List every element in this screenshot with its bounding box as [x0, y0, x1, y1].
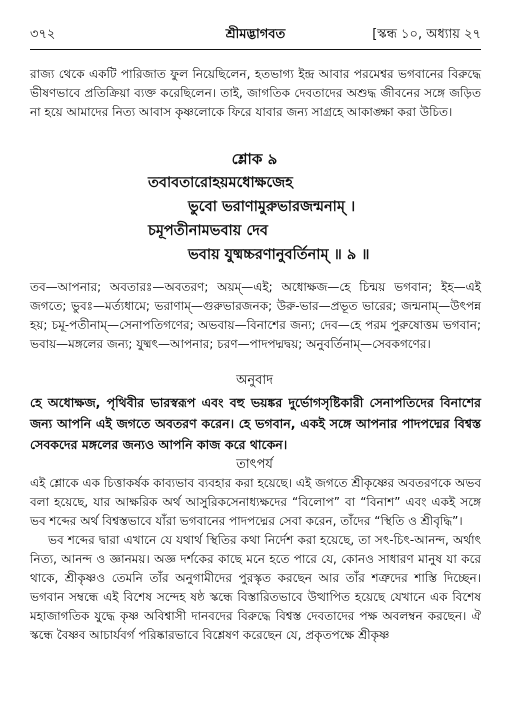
verse-line-1: তবাবতারোহয়মধোক্ষজেহ	[148, 175, 293, 191]
verse-line-3: চমূপতীনামভবায় দেব	[148, 223, 268, 239]
verse-line-2: ভুবো ভরাণামুরুভারজন্মনাম্ ।	[188, 199, 356, 215]
chapter-reference: [স্কন্ধ ১০, অধ্যায় ২৭	[372, 27, 481, 42]
verse-title: শ্লোক ৯	[231, 150, 278, 168]
page-number: ৩৭২	[30, 27, 56, 42]
synonyms-text: তব—আপনার; অবতারঃ—অবতরণ; অয়ম্—এই; অধোক্ষজ—হে চিন্ময় ভগবান; ইহ—এই জগতে; ভুবঃ—মর্ত্যধামে; ভরাণাম্—গুরুভারজনক; উরু-ভার—প্রভূত ভারের; জন্মনাম্—উৎপন্ন হয়; চমূ-পতীনাম্—সেনাপতিগণের; অভবায়—বিনাশের জন্য; দেব—হে পরম পুরুষোত্তম ভগবান; ভবায়—মঙ্গলের জন্য; যুষ্মৎ—আপনার; চরণ—পাদপদ্মদ্বয়; অনুবর্তিনাম্—সেবকগণের।	[30, 280, 481, 351]
intro-text: রাজ্য থেকে একটি পারিজাত ফুল নিয়েছিলেন, হতভাগ্য ইন্দ্র আবার পরমেশ্বর ভগবানের বিরুদ্ধে ভীষণভাবে প্রতিক্রিয়া ব্যক্ত করেছিলেন। তাই, জাগতিক দেবতাদের অশুদ্ধ জীবনের সঙ্গে জড়িত না হয়ে আমাদের নিত্য আবাস কৃষ্ণলোকে ফিরে যাবার জন্য সাগ্রহে আকাঙ্ক্ষা করা উচিত।	[30, 67, 481, 119]
intro-paragraph	[30, 65, 481, 122]
book-title: শ্রীমদ্ভাগবত	[225, 27, 286, 42]
purport-paragraph-1: এই শ্লোকে এক চিত্তাকর্ষক কাব্যভাব ব্যবহার করা হয়েছে। এই জগতে শ্রীকৃষ্ণের অবতরণকে অভব বলা হয়েছে, যার আক্ষরিক অর্থ আসুরিকসেনাধ্যক্ষদের “বিলোপ” বা “বিনাশ” এবং একই সঙ্গে ভব শব্দের অর্থ বিশ্বস্তভাবে যাঁরা ভগবানের পাদপদ্মের সেবা করেন, তাঁদের “স্থিতি ও শ্রীবৃদ্ধি”।	[30, 476, 481, 528]
translation-text: হে অধোক্ষজ, পৃথিবীর ভারস্বরূপ এবং বহু ভয়ঙ্কর দুর্ভোগসৃষ্টিকারী সেনাপতিদের বিনাশের জন্য আপনি এই জগতে অবতরণ করেন। হে ভগবান, একই সঙ্গে আপনার পাদপদ্মের বিশ্বস্ত সেবকদের মঙ্গলের জন্যও আপনি কাজ করে থাকেন।	[30, 395, 481, 452]
translation-title: অনুবাদ	[236, 373, 273, 388]
verse-line-4: ভবায় যুষ্মচ্চরণানুবর্তিনাম্ ॥ ৯ ॥	[188, 247, 370, 263]
purport-paragraph-2: ভব শব্দের দ্বারা এখানে যে যথার্থ স্থিতির কথা নির্দেশ করা হয়েছে, তা সৎ-চিৎ-আনন্দ, অর্থাৎ নিত্য, আনন্দ ও জ্ঞানময়। অজ্ঞ দর্শকের কাছে মনে হতে পারে যে, কোনও সাধারণ মানুষ যা করে থাকে, শ্রীকৃষ্ণও তেমনি তাঁর অনুগামীদের পুরস্কৃত করছেন আর তাঁর শত্রুদের শাস্তি দিচ্ছেন। ভগবান সম্বন্ধে এই বিশেষ সন্দেহ ষষ্ঠ স্কন্ধে বিস্তারিতভাবে উত্থাপিত হয়েছে যেখানে এক বিশেষ মহাজাগতিক যুদ্ধে কৃষ্ণ অবিশ্বাসী দানবদের বিরুদ্ধে বিশ্বস্ত দেবতাদের পক্ষ অবলম্বন করছেন। ঐ স্কন্ধে বৈষ্ণব আচার্যবর্গ পরিষ্কারভাবে বিশ্লেষণ করেছেন যে, প্রকৃতপক্ষে শ্রীকৃষ্ণ	[30, 533, 481, 642]
synonyms-block	[30, 278, 481, 354]
purport-block	[30, 474, 481, 645]
page-header	[30, 25, 481, 47]
purport-title: তাৎপর্য	[236, 457, 273, 472]
header-rule	[30, 49, 481, 50]
